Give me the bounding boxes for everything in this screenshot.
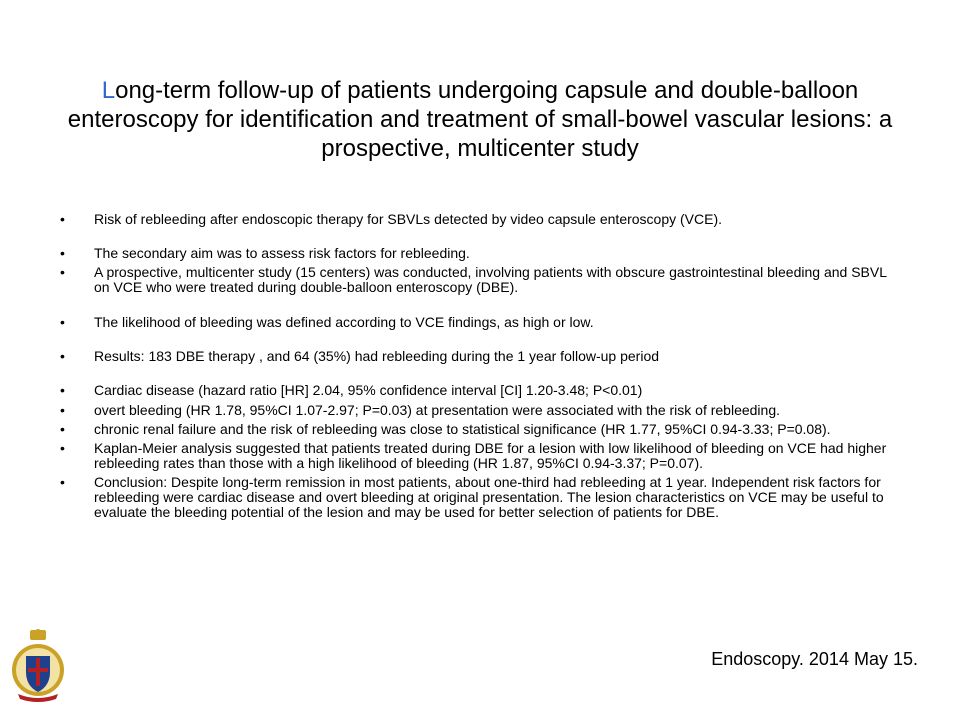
bullet-list [60,212,905,520]
citation: Endoscopy. 2014 May 15. [711,649,918,669]
bullet-item [60,212,905,227]
bullet-item [60,265,905,295]
title-first-letter: L [101,77,116,104]
bullet-text: A prospective, multicenter study (15 centers) was conducted, involving patients with obscure gastrointestinal bleeding and SBVL on VCE who were treated during double-balloon enteroscopy (DBE). [94,264,887,295]
bullet-text: Conclusion: Despite long-term remission in most patients, about one-third had rebleeding at 1 year. Independent risk factors for rebleeding were cardiac disease and overt bleeding at original presentation. The lesion characteristics on VCE may be useful to evaluate the bleeding potential of the lesion and may be used for better selection of patients for DBE. [94,474,884,520]
bullet-text: Results: 183 DBE therapy , and 64 (35%) had rebleeding during the 1 year follow-up period [94,348,660,364]
bullet-text: overt bleeding (HR 1.78, 95%CI 1.07-2.97; P=0.03) at presentation were associated with the risk of rebleeding. [94,402,781,418]
bullet-icon: • [60,314,65,330]
slide-title [60,76,900,163]
bullet-icon: • [60,402,65,418]
bullet-item [60,315,905,330]
bullet-icon: • [60,440,65,456]
bullet-item [60,403,905,418]
bullet-item [60,246,905,261]
bullet-text: Kaplan-Meier analysis suggested that patients treated during DBE for a lesion with low likelihood of bleeding on VCE had higher rebleeding rates than those with a high likelihood of bleeding (HR 1.87, 95%CI 0.94-3.37; P=0.07). [94,440,887,471]
bullet-icon: • [60,211,65,227]
university-crest-icon [10,628,66,704]
bullet-text: The secondary aim was to assess risk factors for rebleeding. [94,245,470,261]
bullet-icon: • [60,382,65,398]
bullet-text: Cardiac disease (hazard ratio [HR] 2.04, 95% confidence interval [CI] 1.20-3.48; P<0.01) [94,382,643,398]
bullet-icon: • [60,474,65,490]
bullet-icon: • [60,348,65,364]
bullet-item [60,475,905,520]
bullet-text: chronic renal failure and the risk of rebleeding was close to statistical significance (HR 1.77, 95%CI 0.94-3.33; P=0.08). [94,421,831,437]
bullet-text: Risk of rebleeding after endoscopic therapy for SBVLs detected by video capsule enteroscopy (VCE). [94,211,723,227]
bullet-icon: • [60,264,65,280]
bullet-icon: • [60,421,65,437]
title-rest: ong-term follow-up of patients undergoing capsule and double-balloon enteroscopy for identification and treatment of small-bowel vascular lesions: a prospective, multicenter study [67,77,893,162]
bullet-text: The likelihood of bleeding was defined according to VCE findings, as high or low. [94,314,594,330]
bullet-icon: • [60,245,65,261]
bullet-item [60,422,905,437]
crest-cross-horizontal [28,668,48,672]
bullet-item [60,383,905,398]
bullet-item [60,349,905,364]
crest-crown-top [35,629,41,635]
bullet-item [60,441,905,471]
